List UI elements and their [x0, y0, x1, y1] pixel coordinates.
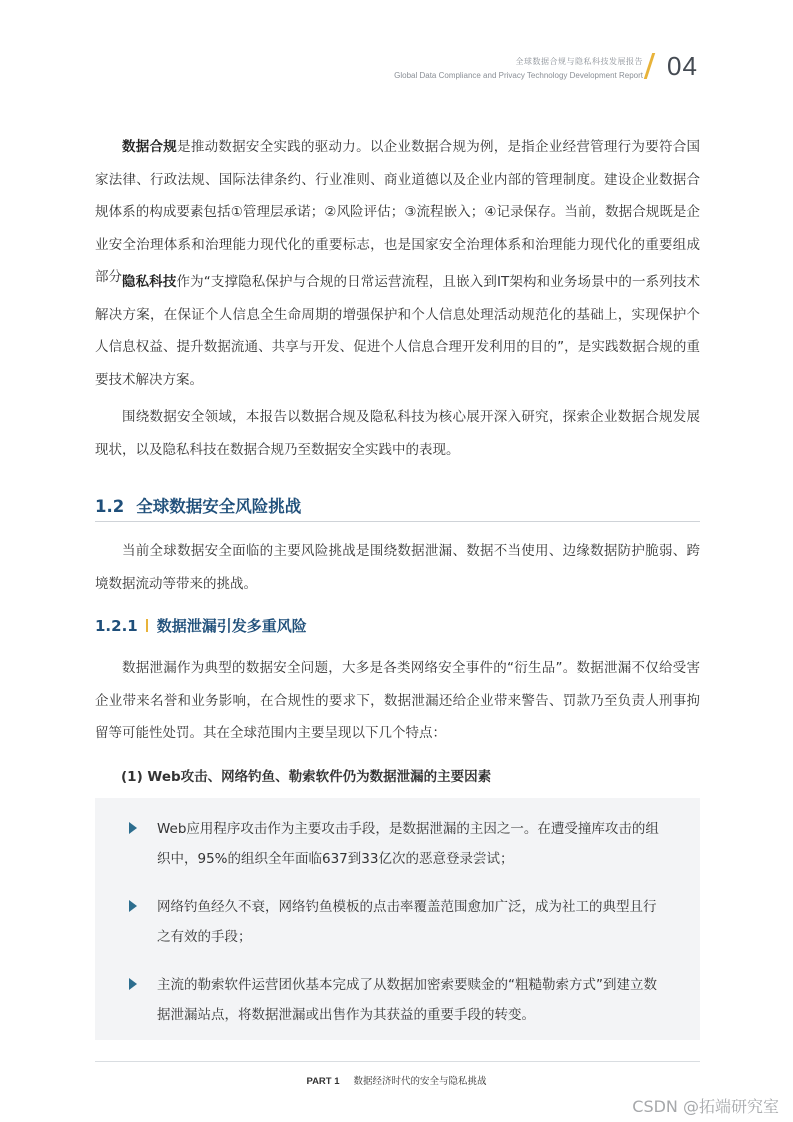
paragraph-text: 围绕数据安全领域，本报告以数据合规及隐私科技为核心展开深入研究，探索企业数据合规发展现状，以及隐私科技在数据合规乃至数据安全实践中的表现。	[95, 409, 700, 458]
list-item-text: 主流的勒索软件运营团伙基本完成了从数据加密索要赎金的“粗糙勒索方式”到建立数据泄漏站点，将数据泄漏或出售作为其获益的重要手段的转变。	[157, 977, 657, 1023]
section-number: 1.2	[95, 497, 125, 516]
section-heading	[95, 493, 700, 522]
subsection-title: 数据泄漏引发多重风险	[156, 617, 307, 635]
paragraph-text: 作为“支撑隐私保护与合规的日常运营流程，且嵌入到IT架构和业务场景中的一系列技术解决方案，在保证个人信息全生命周期的增强保护和个人信息处理活动规范化的基础上，实现保护个人信息权益、提升数据流通、共享与开发、促进个人信息合理开发利用的目的”，是实践数据合规的重要技术解决方案。	[95, 274, 701, 388]
point-heading: (1) Web攻击、网络钓鱼、勒索软件仍为数据泄漏的主要因素	[121, 769, 492, 785]
header-divider	[644, 53, 655, 79]
page-number: 04	[667, 51, 698, 81]
list-item-text: Web应用程序攻击作为主要攻击手段，是数据泄漏的主因之一。在遭受撞库攻击的组织中，95%的组织全年面临637到33亿次的恶意登录尝试；	[157, 821, 659, 867]
footer-title: 数据经济时代的安全与隐私挑战	[353, 1076, 487, 1087]
triangle-bullet-icon	[129, 822, 137, 834]
term-privacy-tech: 隐私科技	[122, 274, 177, 290]
section-title: 全球数据安全风险挑战	[136, 497, 302, 516]
bullet-box	[95, 798, 700, 1040]
triangle-bullet-icon	[129, 900, 137, 912]
term-data-compliance: 数据合规	[122, 139, 178, 155]
watermark: CSDN @拓端研究室	[632, 1097, 779, 1116]
list-item-text: 网络钓鱼经久不衰，网络钓鱼模板的点击率覆盖范围愈加广泛，成为社工的典型且行之有效的手段；	[157, 899, 657, 945]
report-title-cn: 全球数据合规与隐私科技发展报告	[515, 57, 643, 66]
page-footer	[0, 1073, 793, 1087]
triangle-bullet-icon	[129, 978, 137, 990]
subsection-number: 1.2.1	[95, 617, 138, 635]
paragraph-privacy-tech	[95, 266, 700, 396]
paragraph-text: 是推动数据安全实践的驱动力。以企业数据合规为例，是指企业经营管理行为要符合国家法律、行政法规、国际法律条约、行业准则、商业道德以及企业内部的管理制度。建设企业数据合规体系的构成要素包括①管理层承诺；②风险评估；③流程嵌入；④记录保存。当前，数据合规既是企业安全治理体系和治理能力现代化的重要标志，也是国家安全治理体系和治理能力现代化的重要组成部分。	[95, 139, 701, 285]
report-title-en: Global Data Compliance and Privacy Technology Development Report	[394, 71, 643, 80]
footer-divider	[95, 1061, 700, 1062]
list-item	[129, 892, 669, 952]
subsection-heading	[95, 615, 307, 636]
paragraph-scope	[95, 401, 700, 466]
list-item	[129, 970, 669, 1030]
section-intro: 当前全球数据安全面临的主要风险挑战是围绕数据泄漏、数据不当使用、边缘数据防护脆弱、跨境数据流动等带来的挑战。	[95, 543, 700, 592]
list-item	[129, 814, 669, 874]
footer-part: PART 1	[306, 1076, 340, 1087]
report-header	[394, 56, 643, 80]
subsection-intro: 数据泄漏作为典型的数据安全问题，大多是各类网络安全事件的“衍生品”。数据泄漏不仅给受害企业带来名誉和业务影响，在合规性的要求下，数据泄漏还给企业带来警告、罚款乃至负责人刑事拘留等可能性处罚。其在全球范围内主要呈现以下几个特点：	[95, 660, 700, 741]
subsection-divider	[146, 619, 148, 632]
